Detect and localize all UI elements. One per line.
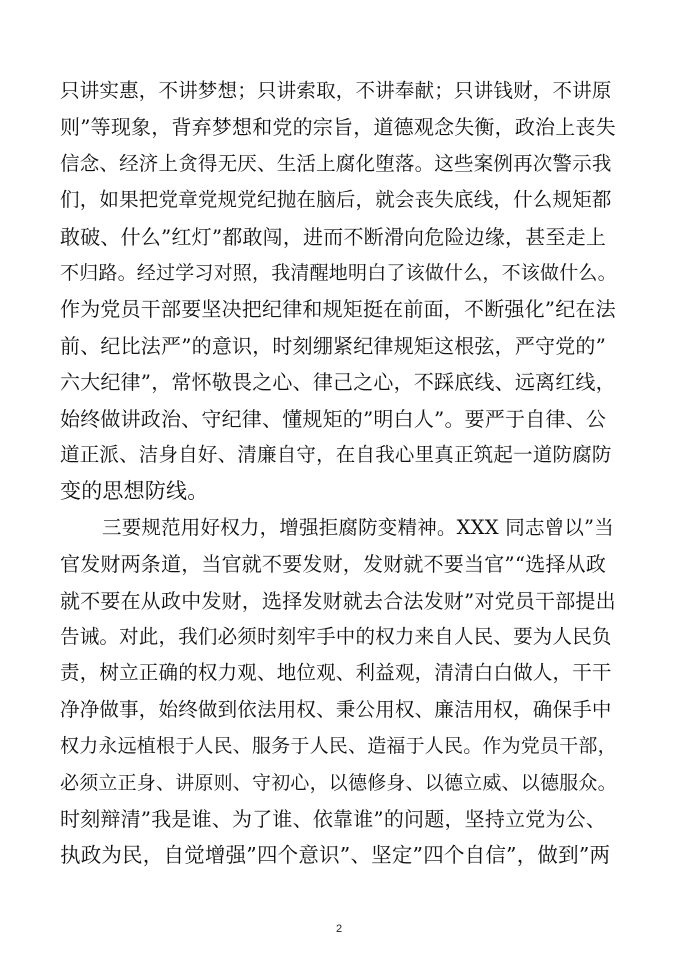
text-line: 始终做讲政治、守纪律、懂规矩的”明白人”。要严于自律、公: [60, 407, 607, 431]
text-line: 权力永远植根于人民、服务于人民、造福于人民。作为党员干部，: [60, 735, 617, 757]
text-line: 们，如果把党章党规党纪抛在脑后，就会丧失底线，什么规矩都: [60, 188, 612, 211]
page-number: 2: [335, 923, 343, 935]
text-line: 必须立正身、讲原则、守初心，以德修身、以德立威、以德服众。: [60, 772, 617, 794]
text-line: 敢破、什么”红灯”都敢闯，进而不断滑向危险边缘，甚至走上: [60, 225, 607, 249]
text-line: 则”等现象，背弃梦想和党的宗旨，道德观念失衡，政治上丧失: [60, 115, 616, 139]
text-line: 告诫。对此，我们必须时刻牢手中的权力来自人民、要为人民负: [60, 625, 612, 648]
text-line: 六大纪律”，常怀敬畏之心、律己之心，不踩底线、远离红线，: [60, 370, 616, 394]
text-line: 道正派、洁身自好、清廉自守，在自我心里真正筑起一道防腐防: [60, 443, 612, 466]
text-line: 执政为民，自觉增强”四个意识”、坚定”四个自信”，做到”两: [60, 843, 611, 867]
text-line: 信念、经济上贪得无厌、生活上腐化堕落。这些案例再次警示我: [60, 152, 612, 175]
text-line: 前、纪比法严”的意识，时刻绷紧纪律规矩这根弦，严守党的”: [60, 334, 607, 358]
text-line: 变的思想防线。: [60, 479, 209, 503]
text-line: 官发财两条道，当官就不要发财，发财就不要当官”“选择从政: [60, 552, 607, 576]
text-line: 就不要在从政中发财，选择发财就去合法发财”对党员干部提出: [60, 589, 616, 613]
text-line: 只讲实惠，不讲梦想；只讲索取，不讲奉献；只讲钱财，不讲原: [60, 79, 612, 102]
text-line: 作为党员干部要坚决把纪律和规矩挺在前面，不断强化”纪在法: [60, 297, 616, 321]
text-line: 三要规范用好权力，增强拒腐防变精神。XXX 同志曾以”当: [102, 516, 614, 539]
text-line: 净净做事，始终做到依法用权、秉公用权、廉洁用权，确保手中: [60, 698, 612, 721]
text-line: 责，树立正确的权力观、地位观、利益观，清清白白做人，干干: [60, 661, 612, 684]
text-line: 不归路。经过学习对照，我清醒地明白了该做什么，不该做什么。: [60, 262, 617, 284]
text-line: 时刻辩清”我是谁、为了谁、依靠谁”的问题，坚持立党为公、: [60, 807, 607, 831]
